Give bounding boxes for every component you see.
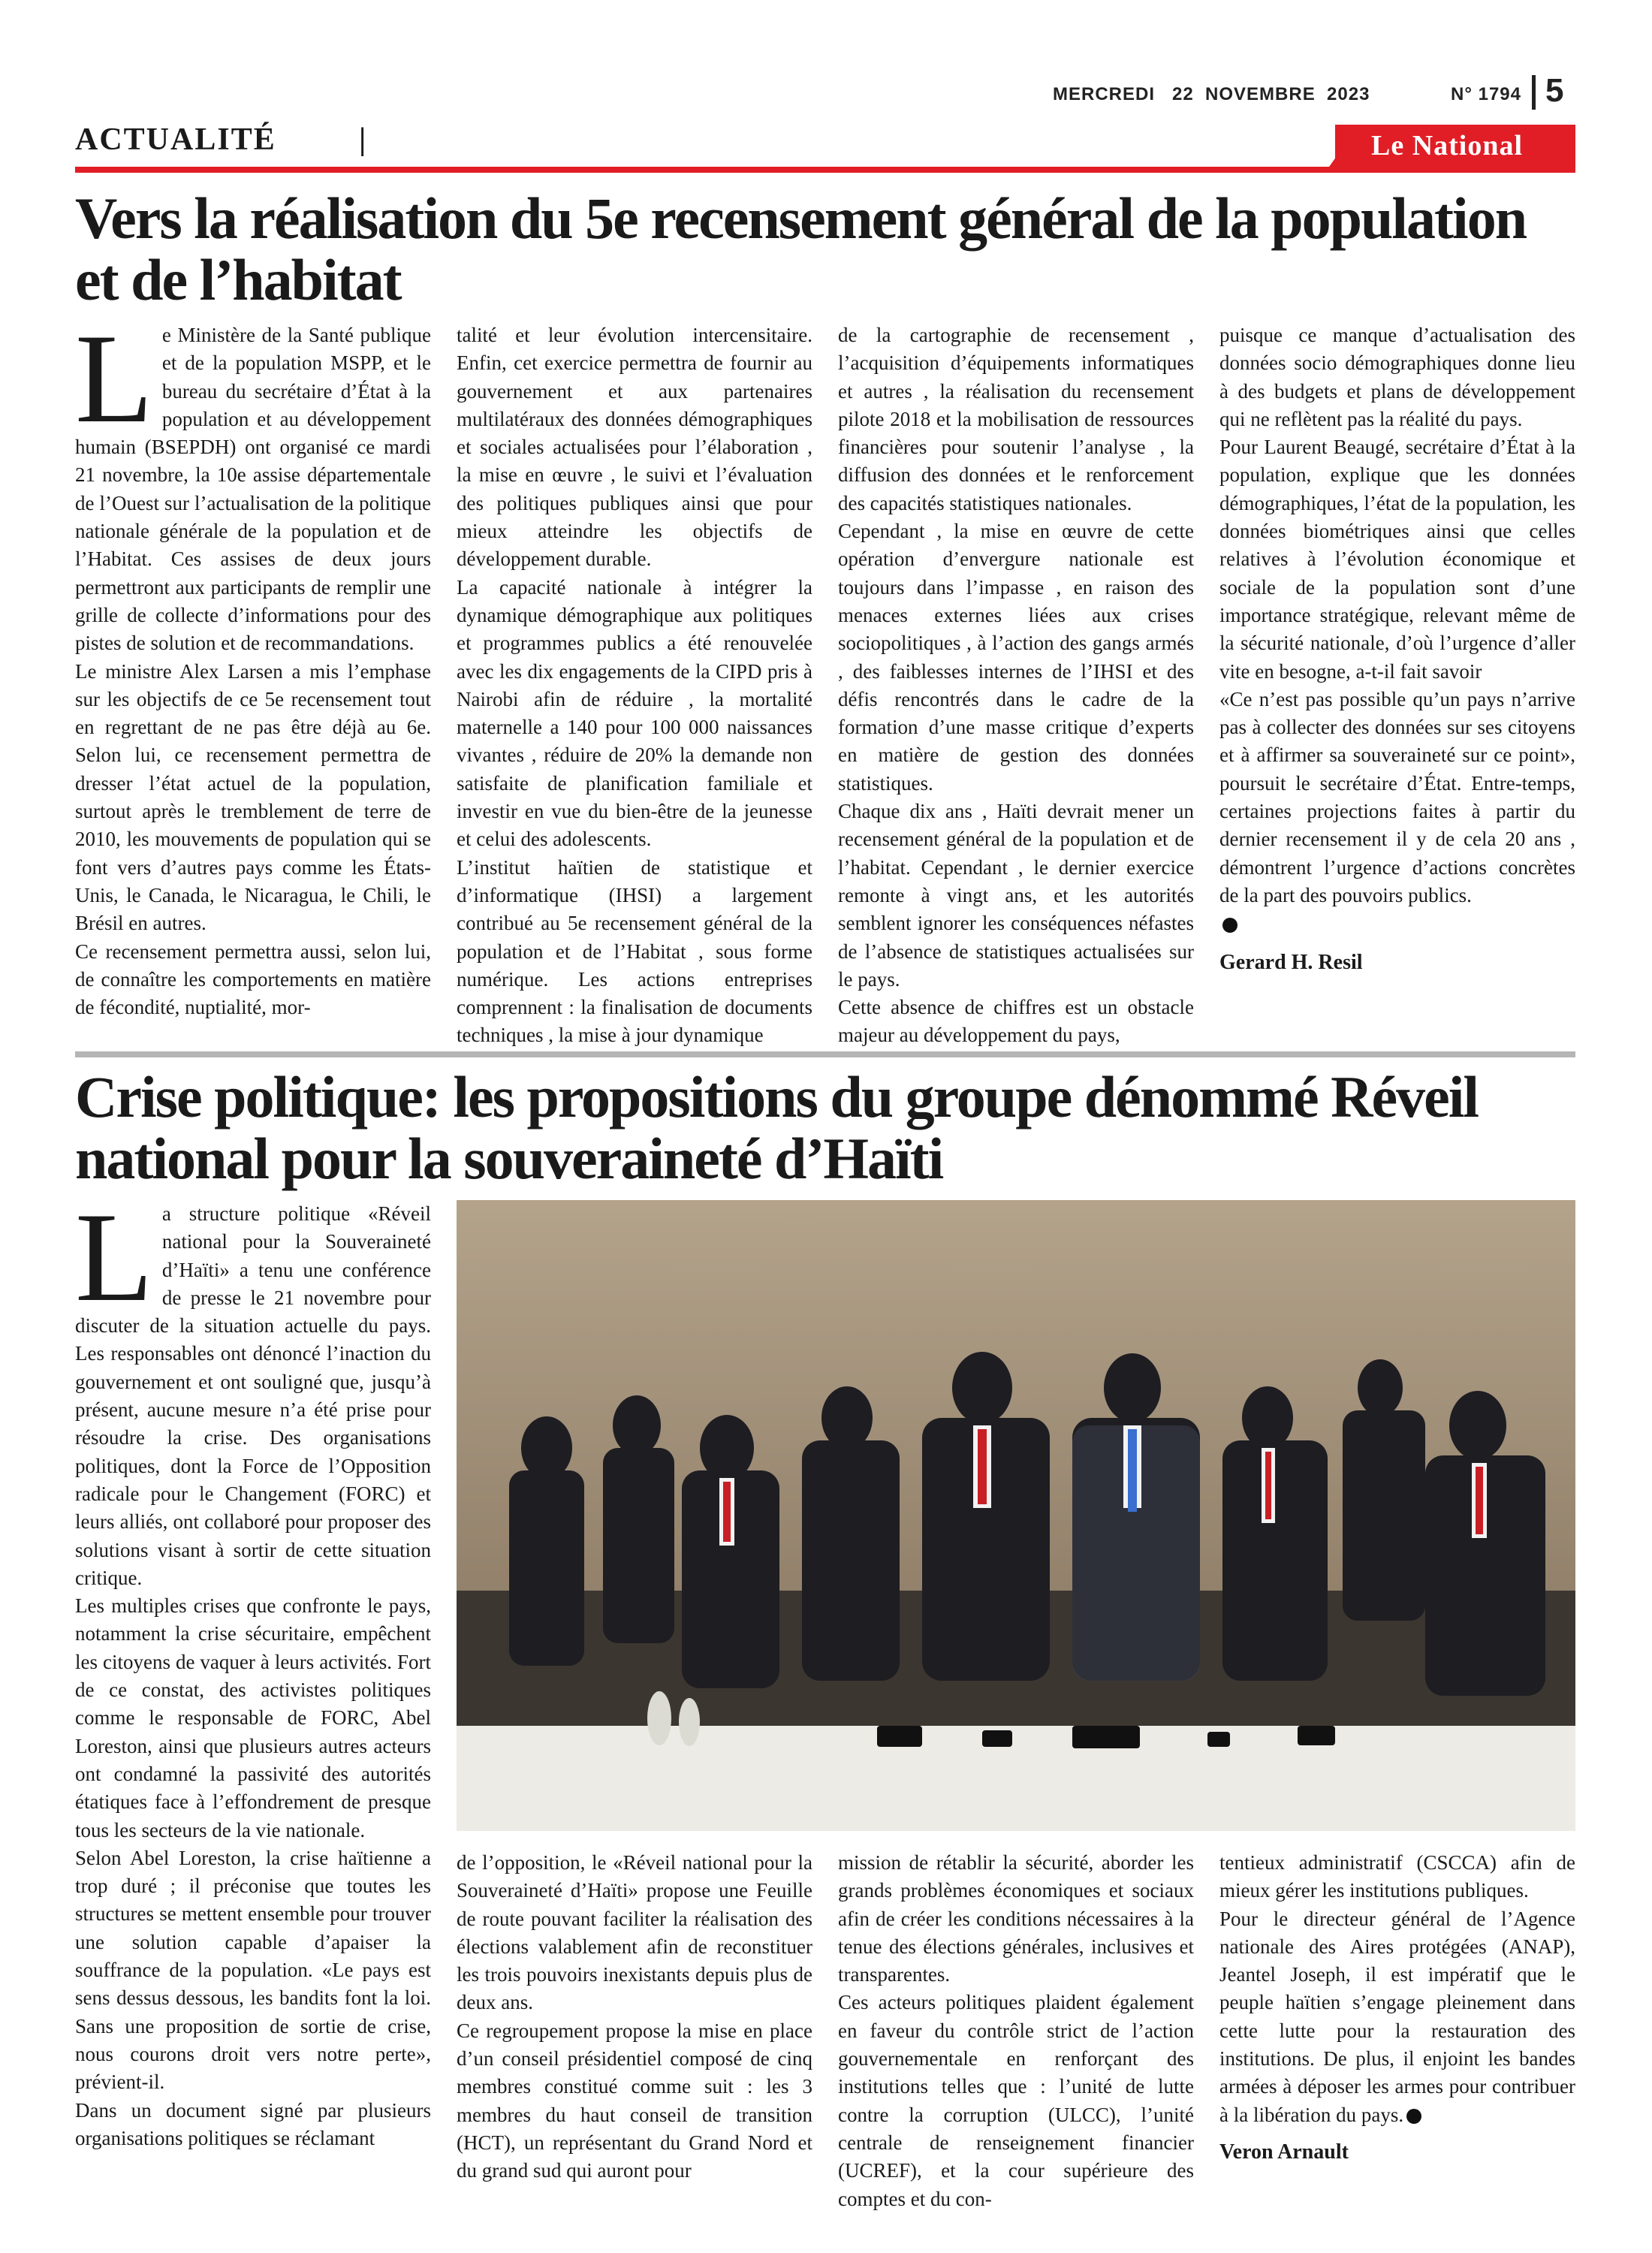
- article2-paragraph: Dans un document signé par plusieurs organisations politiques se réclamant: [75, 2098, 431, 2149]
- article1-column-3: [838, 321, 1194, 1050]
- article1-paragraph: talité et leur évolution intercensitaire. Enfin, cet exercice permettra de fournir au gouvernement et aux partenaires multilatéraux des données démographiques et sociales actualisées pour l’élaboration , la mise en œuvre , le suivi et l’évaluation des politiques publiques ainsi que pour mieux atteindre les objectifs de développement durable.: [457, 324, 812, 571]
- article2-column-1: [75, 1187, 431, 2152]
- article2-column-4: [1219, 1849, 1575, 2166]
- article2-column-3: [838, 1849, 1194, 2213]
- article2-paragraph: Les multiples crises que confronte le pays, notamment la crise sécuritaire, empêchent les citoyens de vaquer à leurs activités. Fort de ce constat, des activistes politiques comme le responsable de FORC, Abel Loreston, ainsi que plusieurs autres acteurs ont condamné la passivité des autorités étatiques face à l’effondrement de presque tous les secteurs de la vie nationale.: [75, 1594, 431, 1841]
- article1-paragraph: Cette absence de chiffres est un obstacle majeur au développement du pays,: [838, 996, 1194, 1047]
- article1-paragraph: Pour Laurent Beaugé, secrétaire d’État à la population, explique que les données démographiques, l’état de la population, les données biométriques ainsi que celles relatives à l’évolution économique et sociale de la population sont d’une importance stratégique, relevant même de la sécurité nationale, d’où l’urgence d’aller vite en besogne, a-t-il fait savoir: [1219, 436, 1575, 683]
- article1-column-1: [75, 308, 431, 1021]
- article1-byline: Gerard H. Resil: [1219, 950, 1363, 974]
- article1-column-4: [1219, 321, 1575, 976]
- article2-byline: Veron Arnault: [1219, 2140, 1349, 2164]
- brand-name: Le National: [1371, 130, 1524, 161]
- article2-dropcap: L: [75, 1187, 153, 1328]
- article2-paragraph: de l’opposition, le «Réveil national pour la Souveraineté d’Haïti» propose une Feuille de route pouvant faciliter la réalisation des élections valablement afin de reconstituer les trois pouvoirs inexistants depuis plus de deux ans.: [457, 1851, 812, 2014]
- article2-photo: [457, 1200, 1575, 1831]
- article1-paragraph: Ce recensement permettra aussi, selon lui, de connaître les comportements en matière de fécondité, nuptialité, mor-: [75, 940, 431, 1019]
- article1-headline: Vers la réalisation du 5e recensement général de la population et de l’habitat: [75, 185, 1527, 312]
- article1-paragraph: «Ce n’est pas possible qu’un pays n’arrive pas à collecter des données sur ses citoyens et à affirmer sa souveraineté sur ce point», poursuit le secrétaire d’État. Entre-temps, certaines projections faites à partir du dernier recensement il y de cela 20 ans , démontrent l’urgence d’actions concrètes de la part des pouvoirs publics.: [1219, 687, 1575, 906]
- press-conference-photo: [457, 1200, 1575, 1831]
- issue-number: N° 1794: [1451, 84, 1521, 104]
- article2-paragraph: Ce regroupement propose la mise en place d’un conseil présidentiel composé de cinq membres constitué comme suit : les 3 membres du haut conseil de transition (HCT), un représentant du Grand Nord et du grand sud qui auront pour: [457, 2019, 812, 2182]
- article1-paragraph: Le ministre Alex Larsen a mis l’emphase sur les objectifs de ce 5e recensement tout en regrettant de ne pas être déjà au 6e. Selon lui, ce recensement permettra de dresser l’état actuel de la population, surtout après le tremblement de terre de 2010, les mouvements de population qui se font vers d’autres pays comme les États-Unis, le Canada, le Nicaragua, le Chili, le Brésil en autres.: [75, 659, 431, 935]
- article1-paragraph: Cependant , la mise en œuvre de cette opération d’envergure nationale est toujours dans l’impasse , en raison des menaces externes liées aux crises sociopolitiques , à l’action des gangs armés , des faiblesses internes de l’IHSI et des défis rencontrés dans le cadre de la formation d’une masse critique d’experts en matière de gestion des données statistiques.: [838, 520, 1194, 795]
- page-number-separator: [1532, 75, 1536, 110]
- article2-paragraph: Pour le directeur général de l’Agence nationale des Aires protégées (ANAP), Jeantel Joseph, il est impératif que le peuple haïtien s’engage pleinement dans cette lutte pour la restauration des institutions. De plus, il enjoint les bandes armées à déposer les armes pour contribuer à la libération du pays.: [1219, 1907, 1575, 2126]
- article2-paragraph: a structure politique «Réveil national pour la Souveraineté d’Haïti» a tenu une conférence de presse le 21 novembre pour discuter de la situation actuelle du pays. Les responsables ont dénoncé l’inaction du gouvernement et ont souligné que, jusqu’à présent, aucune mesure n’a été prise pour résoudre la crise. Des organisations politiques, dont la Force de l’Opposition radicale pour le Changement (FORC) et leurs alliés, ont collaboré pour proposer des solutions visant à sortir de cette situation critique.: [75, 1202, 431, 1589]
- article1-paragraph: Chaque dix ans , Haïti devrait mener un recensement général de la population et de l’habitat. Cependant , le dernier exercice remonte à vingt ans, et les autorités semblent ignorer les conséquences néfastes de l’absence de statistiques actualisées sur le pays.: [838, 800, 1194, 991]
- article2-paragraph: Selon Abel Loreston, la crise haïtienne a trop duré ; il préconise que toutes les structures se mettent ensemble pour trouver une solution capable d’apaiser la souffrance de la population. «Le pays est sens dessus dessous, les bandits font la loi. Sans une proposition de sortie de crise, nous courons droit vers notre perte», prévient-il.: [75, 1846, 431, 2094]
- article1-paragraph: L’institut haïtien de statistique et d’informatique (IHSI) a largement contribué au 5e recensement général de la population et de l’Habitat , sous forme numérique. Les actions entreprises comprennent : la finalisation de documents techniques , la mise à jour dynamique: [457, 855, 812, 1047]
- article2-column-2: [457, 1849, 812, 2185]
- header-rule: [75, 167, 1575, 173]
- article2-paragraph: tentieux administratif (CSCCA) afin de mieux gérer les institutions publiques.: [1219, 1851, 1575, 1902]
- article1-dropcap: L: [75, 308, 153, 449]
- article1-paragraph: de la cartographie de recensement , l’acquisition d’équipements informatiques et autres , la réalisation du recensement pilote 2018 et la mobilisation de ressources financières pour soutenir l’analyse , la diffusion des données et le renforcement des capacités statistiques nationales.: [838, 324, 1194, 514]
- article1-paragraph: puisque ce manque d’actualisation des données socio démographiques donne lieu à des budgets et plans de développement qui ne reflètent pas la réalité du pays.: [1219, 324, 1575, 430]
- article1-column-2: [457, 321, 812, 1050]
- article2-paragraph: mission de rétablir la sécurité, aborder les grands problèmes économiques et sociaux afin de créer les conditions nécessaires à la tenue des élections générales, inclusives et transparentes.: [838, 1851, 1194, 1986]
- article1-paragraph: La capacité nationale à intégrer la dynamique démographique aux politiques et programmes publics a été renouvelée avec les dix engagements de la CIPD pris à Nairobi afin de réduire , la mortalité maternelle a 140 pour 100 000 naissances vivantes , réduire de 20% la demande non satisfaite de planification familiale et investir en vue du bien-être de la jeunesse et celui des adolescents.: [457, 575, 812, 851]
- end-mark-icon: [1406, 2109, 1421, 2124]
- article2-paragraph: Ces acteurs politiques plaident également en faveur du contrôle strict de l’action gouvernementale en renforçant des institutions telles que : l’unité de lutte contre la corruption (ULCC), l’unité centrale de renseignement financier (UCREF), et la cour supérieure des comptes et du con-: [838, 1991, 1194, 2210]
- section-label: ACTUALITÉ: [75, 122, 276, 157]
- page-number: 5: [1545, 72, 1564, 109]
- article1-paragraph: e Ministère de la Santé publique et de la population MSPP, et le bureau du secrétaire d’État à la population et au développement humain (BSEPDH) ont organisé ce mardi 21 novembre, la 10e assise départementale de l’Ouest sur l’actualisation de la politique nationale générale de la population et de l’Habitat. Ces assises de deux jours permettront aux participants de remplir une grille de collecte d’informations pour des pistes de solution et de recommandations.: [75, 324, 431, 655]
- end-mark-icon: [1222, 918, 1237, 933]
- article-divider: [75, 1051, 1575, 1057]
- issue-date: MERCREDI 22 NOVEMBRE 2023: [1053, 84, 1370, 104]
- article2-headline: Crise politique: les propositions du groupe dénommé Réveil national pour la souveraineté d’Haïti: [75, 1064, 1479, 1191]
- section-separator: |: [359, 122, 368, 157]
